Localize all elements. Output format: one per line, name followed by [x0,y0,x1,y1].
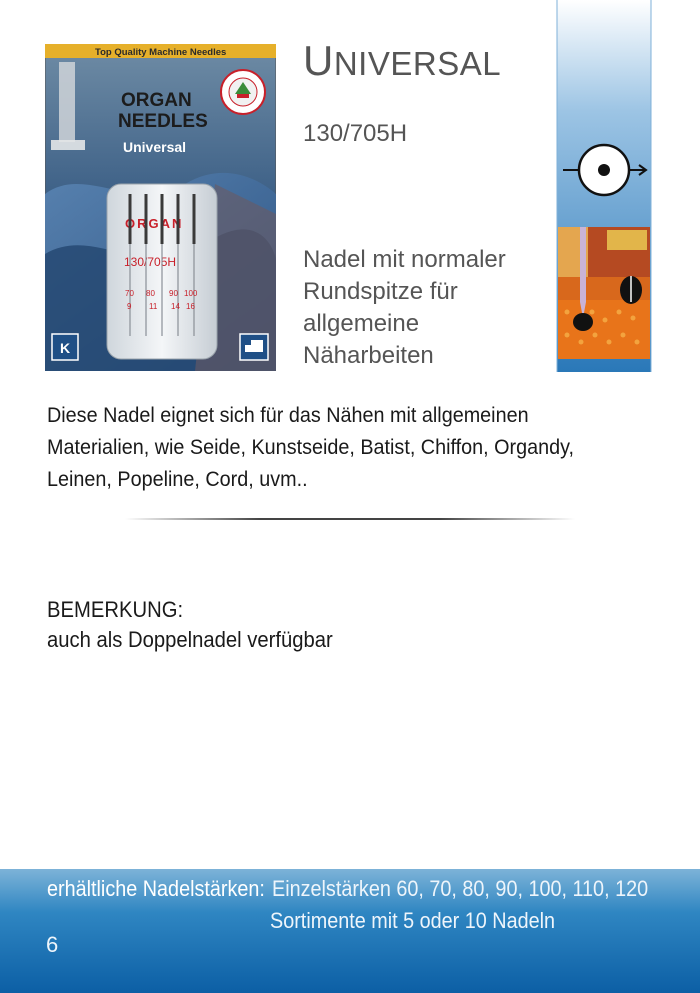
remark-heading: BEMERKUNG: [47,597,184,622]
available-sizes-label: erhältliche Nadelstärken: [47,876,265,901]
needle-brand-label: ORGAN [125,216,184,231]
product-title-initial: U [303,37,334,84]
size-bottom-4: 16 [186,302,195,311]
size-top-3: 90 [169,289,178,298]
product-title-rest: NIVERSAL [333,45,502,82]
size-top-4: 100 [184,289,198,298]
needle-in-fabric-illustration [558,227,650,359]
product-code: 130/705H [303,120,408,147]
single-sizes-list: Einzelstärken 60, 70, 80, 90, 100, 110, 120 [272,876,649,901]
page-number: 6 [46,932,59,957]
sewing-machine-icon [240,334,268,360]
product-description: Nadel mit normaler Rundspitze für allgemeine Näharbeiten [303,246,506,369]
needle-point-diagram-strip [547,0,661,372]
size-bottom-3: 14 [171,302,180,311]
size-top-1: 70 [125,289,134,298]
package-brand-line2: NEEDLES [118,111,208,132]
description-line: Materialien, wie Seide, Kunstseide, Batist, Chiffon, Organdy, [47,435,575,459]
description-line: Leinen, Popeline, Cord, uvm.. [47,467,308,491]
size-bottom-1: 9 [127,302,132,311]
needle-code-label: 130/705H [124,255,177,269]
assortment-info: Sortimente mit 5 oder 10 Nadeln [270,908,556,933]
seal-logo [221,70,265,114]
description-line: Diese Nadel eignet sich für das Nähen mit allgemeinen [47,403,529,427]
remark-text: auch als Doppelnadel verfügbar [47,627,333,652]
size-bottom-2: 11 [149,302,158,311]
description-paragraph [47,399,599,495]
package-type: Universal [123,139,187,155]
section-divider [125,517,575,521]
package-top-banner: Top Quality Machine Needles [95,47,227,58]
package-badge: K [60,340,71,356]
needle-package-image [45,44,276,371]
product-title [303,37,502,84]
package-brand-line1: ORGAN [121,90,192,111]
size-top-2: 80 [146,289,155,298]
